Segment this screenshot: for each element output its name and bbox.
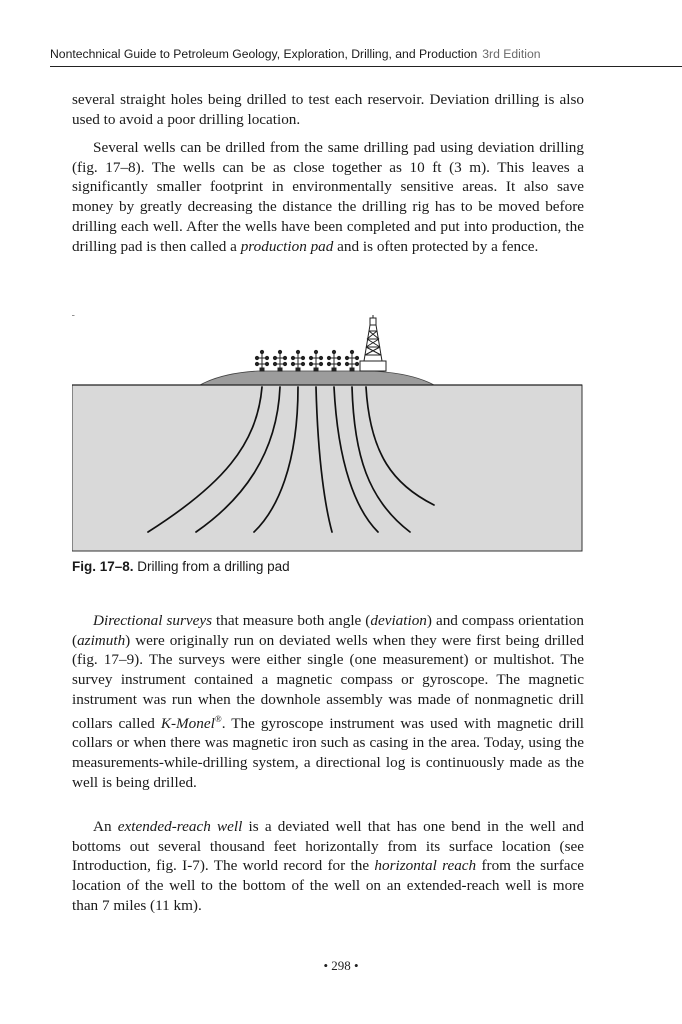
- wellheads: [72, 315, 359, 371]
- drilling-pad: [200, 371, 434, 385]
- subsurface-block: [72, 385, 582, 551]
- header-rule: [50, 66, 682, 67]
- drilling-pad-figure: [72, 315, 584, 555]
- page-number: • 298 •: [323, 958, 359, 973]
- drilling-rig-icon: [360, 315, 386, 371]
- figure-caption-text: Drilling from a drilling pad: [137, 559, 290, 574]
- book-title: Nontechnical Guide to Petroleum Geology, Exploration, Drilling, and Production: [50, 47, 478, 61]
- paragraph-1: several straight holes being drilled to test each reservoir. Deviation drilling is also used to avoid a poor drilling location.: [72, 91, 584, 128]
- paragraph-2: Several wells can be drilled from the same drilling pad using deviation drilling (fig. 17–8). The wells can be as close together as 10 ft (3 m). This leaves a significantly smaller footprint in environmentally sensitive areas. It also save money by greatly decreasing the distance the drilling rig has to be moved before drilling each well. After the wells have been completed and put into production, the drilling pad is then called a production pad and is often protected by a fence.: [72, 139, 584, 255]
- edition-label: 3rd Edition: [482, 47, 541, 61]
- paragraph-3: Directional surveys that measure both angle (deviation) and compass orientation (azimuth) were originally run on deviated wells when they were first being drilled (fig. 17–9). The surveys were either single (one measurement) or multishot. The survey instrument contained a magnetic compass or gyroscope. The magnetic instrument was run when the downhole assembly was made of nonmagnetic drill collars called K-Monel®. The gyroscope instrument was used with magnetic drill collars or when there was magnetic iron such as casing in the area. Today, using the measurements-while-drilling system, a directional log is continuously made as the well is being drilled.: [72, 612, 584, 791]
- paragraph-4: An extended-reach well is a deviated well that has one bend in the well and bottoms out several thousand feet horizontally from its surface location (see Introduction, fig. I-7). The world record for the horizontal reach from the surface location of the well to the bottom of the well on an extended-reach well is more than 7 miles (11 km).: [72, 818, 584, 914]
- running-head: [50, 47, 682, 61]
- figure-caption: [72, 559, 290, 574]
- figure-number: Fig. 17–8.: [72, 559, 134, 574]
